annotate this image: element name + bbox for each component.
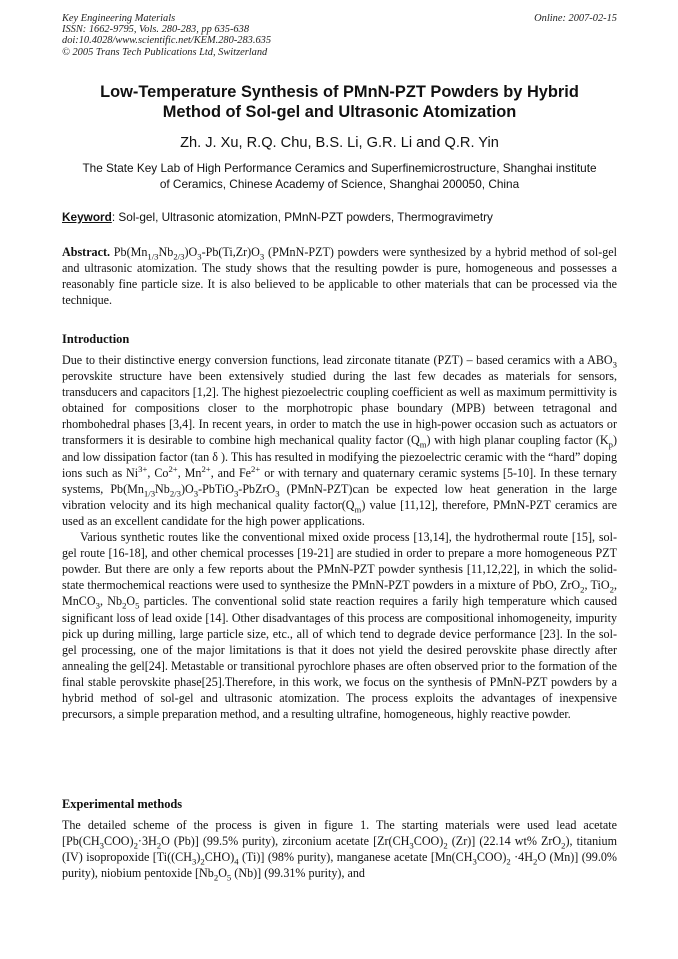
abstract-text: powders were synthesized by a hybrid method of sol-gel and ultrasonic atomization. The study shows that the resulting powder is pure, homogeneous and possesses a reasonably fine particle size. It is also believed to be applicable to other materials that can be processed via the technique.	[62, 245, 618, 308]
journal-name: Key Engineering Materials	[62, 13, 176, 24]
affiliation-line-2: of Ceramics, Chinese Academy of Science, Shanghai 200050, China	[159, 177, 520, 191]
abstract: Abstract. $Pb(Mn_{1/3}Nb_{2/3})O_3-Pb(Ti,Zr)O_3$ (PMnN-PZT) powders were synthesized by a hybrid method of sol-gel and ultrasonic atomization. The study shows that the resulting powder is pure, homogeneous and possesses a reasonably fine particle size. It is also believed to be applicable to other materials that can be processed via the technique.	[62, 245, 618, 308]
introduction-body	[62, 352, 617, 722]
abstract-label: Abstract.	[62, 245, 111, 259]
affiliation-line-1: The State Key Lab of High Performance Ceramics and Superfinemicrostructure, Shanghai institute	[82, 161, 597, 175]
copyright-line: © 2005 Trans Tech Publications Ltd, Switzerland	[62, 46, 268, 58]
online-date: Online: 2007-02-15	[534, 13, 617, 24]
experimental-body: The detailed scheme of the process is given in figure 1. The starting materials were used lead acetate [$Pb(CH_3COO)_2\cdot 3H_2O$ (Pb)] (99.5% purity), zirconium acetate [$Zr(CH_3COO)_2$ (Zr)] (22.14 wt% ZrO$_2$), titanium (IV) isopropoxide [$Ti((CH_3)_2CHO)_4$ (Ti)] (98% purity), manganese acetate [$Mn(CH_3COO)_2 \cdot 4H_2O$ (Mn)] (99.0% purity), niobium pentoxide [$Nb_2O_5$ (Nb)] (99.31% purity), and	[62, 818, 617, 883]
affiliation	[62, 160, 617, 192]
doi-line: doi:10.4028/www.scientific.net/KEM.280-283.635	[62, 35, 272, 47]
issn-line: ISSN: 1662-9795, Vols. 280-283, pp 635-638	[62, 24, 250, 36]
title-line-2: Method of Sol-gel and Ultrasonic Atomization	[162, 103, 517, 121]
section-heading-experimental: Experimental methods	[62, 797, 183, 811]
introduction-paragraph-1: Due to their distinctive energy conversion functions, lead zirconate titanate (PZT) – based ceramics with a $ABO_3$ perovskite structure have been extensively studied during the last few decades as materials for sensors, transducers and capacitors [1,2]. The highest piezoelectric coupling coefficient as well as maximum permittivity is obtained for compositions closer to the morphotropic phase boundary (MPB) between tetragonal and rhombohedral phases [3,4]. In recent years, in order to match the use in high-power occasion such as actuators or transformers it is desirable to combine high mechanical quality factor $(Q_m)$ with high planar coupling factor $(K_p)$ and low dissipation factor (tan δ ). This has resulted in modifying the piezoelectric ceramic with the “hard” doping ions such as $Ni^{3+}$, $Co^{2+}$, $Mn^{2+}$, and $Fe^{2+}$ or with ternary and quaternary ceramic systems [5-10]. In these ternary systems, $Pb(Mn_{1/3}Nb_{2/3})O_3-PbTiO_3-PbZrO_3$ (PMnN-PZT)can be expected low heat generation in the large vibration velocity and its high mechanical quality $factor(Q_m)$ value [11,12], therefore, PMnN-PZT ceramics are used as an excellent candidate for the high power applications.	[62, 353, 617, 528]
keywords-text: : Sol-gel, Ultrasonic atomization, PMnN-PZT powders, Thermogravimetry	[111, 210, 493, 224]
section-heading-introduction: Introduction	[62, 332, 130, 346]
author-list: Zh. J. Xu, R.Q. Chu, B.S. Li, G.R. Li and Q.R. Yin	[180, 135, 499, 151]
title-line-1: Low-Temperature Synthesis of PMnN-PZT Powders by Hybrid	[100, 83, 579, 101]
paper-title	[62, 82, 617, 122]
keywords	[62, 209, 617, 225]
journal-header	[62, 13, 617, 58]
keywords-label: Keyword	[62, 210, 112, 224]
introduction-paragraph-2: Various synthetic routes like the conventional mixed oxide process [13,14], the hydrothermal route [15], sol-gel route [16-18], and other chemical processes [19-21] are studied in order to prepare a more homogeneous PZT powder. But there are only a few reports about the PMnN-PZT powder synthesis [11,12,22], in which the solid-state thermochemical reactions were used to synthesize the PMnN-PZT powders in a mixture of PbO, ZrO$_2$, TiO$_2$, MnCO$_3$, $Nb_2O_5$ particles. The conventional solid state reaction requires a farily high temperature which caused significant loss of lead oxide [14]. Other disadvantages of this process are compositional inhomogeneity, impurity pick up during milling, large particle size, etc., all of which tend to degrade device performance [23]. In the sol-gel processing, one of the major limitations is that it does not yield the desired perovskite phase directly after annealing the gel[24]. Metastable or transitional pyrochlore phases are often observed prior to the formation of the final stable perovskite phase[25].Therefore, in this work, we focus on the synthesis of PMnN-PZT powders by a hybrid method of sol-gel and ultrasonic atomization. The process exploits the advantages of inexpensive precursors, a simple preparation method, and a resulting ultrafine, homogeneous, highly reactive powder.	[62, 530, 618, 722]
